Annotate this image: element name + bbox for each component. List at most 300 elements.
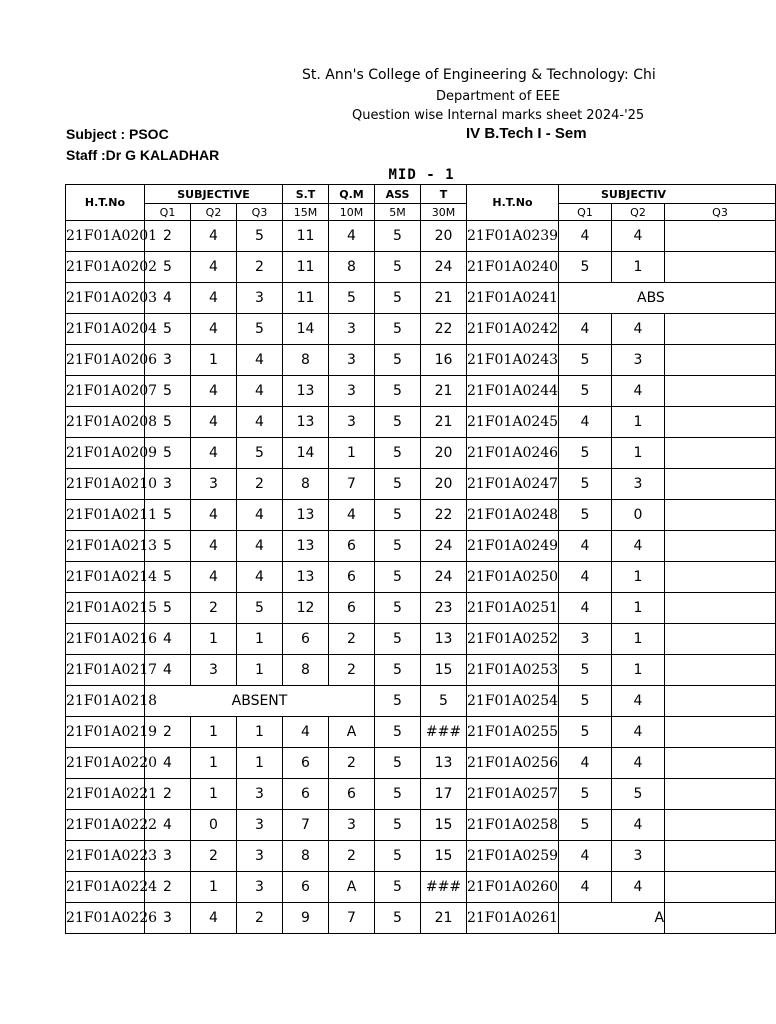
qm-cell: 8 [329, 252, 375, 283]
st-cell: 11 [283, 252, 329, 283]
q1-cell-right: 4 [559, 841, 612, 872]
htno-cell: 21F01A0224 [66, 872, 145, 903]
q2-cell: 1 [191, 872, 237, 903]
st-cell: 8 [283, 655, 329, 686]
htno-cell-right: 21F01A0249 [467, 531, 559, 562]
ass-cell: 5 [375, 438, 421, 469]
qm-cell: A [329, 717, 375, 748]
q2-cell-right: 4 [612, 314, 665, 345]
table-row [66, 376, 776, 407]
absent-cell-right: ABS [559, 283, 776, 314]
htno-cell: 21F01A0217 [66, 655, 145, 686]
ass-cell: 5 [375, 531, 421, 562]
q3-cell-right [665, 624, 776, 655]
htno-cell-right: 21F01A0257 [467, 779, 559, 810]
qm-cell: 6 [329, 779, 375, 810]
blank-cell [283, 166, 375, 185]
blank-cell [66, 166, 283, 185]
q2-cell: 4 [191, 903, 237, 934]
st-cell: 13 [283, 562, 329, 593]
col-st-max: 15M [283, 204, 329, 221]
q3-cell: 2 [237, 252, 283, 283]
q2-cell: 4 [191, 283, 237, 314]
htno-cell: 21F01A0208 [66, 407, 145, 438]
htno-cell: 21F01A0215 [66, 593, 145, 624]
table-row [66, 717, 776, 748]
q2-cell: 4 [191, 500, 237, 531]
total-cell: 21 [421, 283, 467, 314]
table-row [66, 686, 776, 717]
q1-cell: 4 [145, 624, 191, 655]
q3-cell: 4 [237, 531, 283, 562]
total-cell: 24 [421, 562, 467, 593]
q3-cell: 3 [237, 872, 283, 903]
htno-cell-right: 21F01A0252 [467, 624, 559, 655]
htno-cell-right: 21F01A0240 [467, 252, 559, 283]
st-cell: 13 [283, 376, 329, 407]
qm-cell: 2 [329, 748, 375, 779]
q2-cell-right: 4 [612, 531, 665, 562]
qm-cell: A [329, 872, 375, 903]
q2-cell: 4 [191, 562, 237, 593]
ass-cell: 5 [375, 407, 421, 438]
col-ass-max: 5M [375, 204, 421, 221]
ass-cell: 5 [375, 748, 421, 779]
ass-cell: 5 [375, 655, 421, 686]
col-qm-header: Q.M [329, 185, 375, 204]
q3-cell-right [665, 872, 776, 903]
q2-cell-right: 3 [612, 345, 665, 376]
col-q1-header-right: Q1 [559, 204, 612, 221]
q2-cell-right: 1 [612, 252, 665, 283]
q3-cell: 3 [237, 841, 283, 872]
q1-cell-right: 5 [559, 779, 612, 810]
htno-cell: 21F01A0219 [66, 717, 145, 748]
htno-cell-right: 21F01A0242 [467, 314, 559, 345]
q3-cell: 5 [237, 593, 283, 624]
q3-cell: 1 [237, 717, 283, 748]
htno-cell-right: 21F01A0260 [467, 872, 559, 903]
qm-cell: 7 [329, 469, 375, 500]
ass-cell: 5 [375, 283, 421, 314]
st-cell: 6 [283, 779, 329, 810]
q2-cell-right: 4 [612, 748, 665, 779]
table-row [66, 810, 776, 841]
q2-cell-right: 4 [612, 717, 665, 748]
q1-cell: 4 [145, 283, 191, 314]
ass-cell: 5 [375, 345, 421, 376]
q1-cell-right: 5 [559, 345, 612, 376]
q1-cell: 2 [145, 779, 191, 810]
htno-cell: 21F01A0222 [66, 810, 145, 841]
q3-cell-right [665, 655, 776, 686]
st-cell: 4 [283, 717, 329, 748]
q2-cell: 1 [191, 624, 237, 655]
col-ass-header: ASS [375, 185, 421, 204]
q3-cell-right [665, 748, 776, 779]
q3-cell-right [665, 252, 776, 283]
staff-label: Staff :Dr G KALADHAR [66, 147, 220, 163]
total-cell: 22 [421, 500, 467, 531]
st-cell: 6 [283, 872, 329, 903]
q1-cell-right: 5 [559, 655, 612, 686]
q2-cell: 4 [191, 531, 237, 562]
q3-cell-right [665, 221, 776, 252]
q3-cell: 2 [237, 469, 283, 500]
total-cell: 23 [421, 593, 467, 624]
q2-cell: 4 [191, 376, 237, 407]
q2-cell-right: 4 [612, 872, 665, 903]
total-cell: 13 [421, 748, 467, 779]
htno-cell-right: 21F01A0248 [467, 500, 559, 531]
total-cell: 22 [421, 314, 467, 345]
htno-cell: 21F01A0206 [66, 345, 145, 376]
q1-cell-right: 3 [559, 624, 612, 655]
total-cell: 13 [421, 624, 467, 655]
htno-cell: 21F01A0207 [66, 376, 145, 407]
total-cell: 15 [421, 841, 467, 872]
subject-label: Subject : PSOC [66, 126, 169, 142]
qm-cell: 6 [329, 531, 375, 562]
qm-cell: 3 [329, 407, 375, 438]
q2-cell: 4 [191, 407, 237, 438]
qm-cell: 5 [329, 283, 375, 314]
qm-cell: 2 [329, 841, 375, 872]
htno-cell: 21F01A0211 [66, 500, 145, 531]
ass-cell: 5 [375, 376, 421, 407]
semester-label: IV B.Tech I - Sem [466, 125, 587, 142]
q2-cell: 1 [191, 717, 237, 748]
table-row [66, 903, 776, 934]
htno-cell-right: 21F01A0250 [467, 562, 559, 593]
mid-label: MID - 1 [388, 167, 455, 183]
total-cell: 24 [421, 252, 467, 283]
q3-cell-right [665, 593, 776, 624]
qm-cell: 1 [329, 438, 375, 469]
department-title: Department of EEE [436, 89, 561, 104]
q2-cell: 0 [191, 810, 237, 841]
htno-cell-right: 21F01A0239 [467, 221, 559, 252]
q3-cell: 1 [237, 748, 283, 779]
col-st-header: S.T [283, 185, 329, 204]
q2-cell-right: 4 [612, 686, 665, 717]
q3-cell-right [665, 717, 776, 748]
htno-cell-right: 21F01A0241 [467, 283, 559, 314]
q3-cell-right [665, 562, 776, 593]
qm-cell: 3 [329, 376, 375, 407]
htno-cell: 21F01A0201 [66, 221, 145, 252]
table-row [66, 221, 776, 252]
table-row [66, 438, 776, 469]
q3-cell: 4 [237, 500, 283, 531]
total-cell: 16 [421, 345, 467, 376]
ass-cell: 5 [375, 903, 421, 934]
total-cell: 20 [421, 469, 467, 500]
q1-cell: 3 [145, 841, 191, 872]
total-cell: ### [421, 717, 467, 748]
q2-cell: 3 [191, 469, 237, 500]
ass-cell: 5 [375, 500, 421, 531]
q2-cell: 4 [191, 221, 237, 252]
st-cell: 11 [283, 283, 329, 314]
ass-cell: 5 [375, 469, 421, 500]
table-row [66, 562, 776, 593]
q3-cell: 5 [237, 314, 283, 345]
qm-cell: 4 [329, 221, 375, 252]
total-cell: 21 [421, 407, 467, 438]
q1-cell: 5 [145, 252, 191, 283]
q2-cell-right: 1 [612, 593, 665, 624]
q2-cell-right: 1 [612, 655, 665, 686]
table-row [66, 469, 776, 500]
total-cell: 20 [421, 438, 467, 469]
q1-cell: 3 [145, 903, 191, 934]
total-cell: 15 [421, 810, 467, 841]
htno-cell: 21F01A0210 [66, 469, 145, 500]
st-cell: 7 [283, 810, 329, 841]
q3-cell-right [665, 903, 776, 934]
q3-cell-right [665, 500, 776, 531]
q3-cell: 5 [237, 221, 283, 252]
col-htno-header-right: H.T.No [467, 185, 559, 221]
q1-cell: 3 [145, 469, 191, 500]
q1-cell-right: 4 [559, 872, 612, 903]
q1-cell-right: 4 [559, 748, 612, 779]
q3-cell: 2 [237, 903, 283, 934]
qm-cell: 6 [329, 562, 375, 593]
col-htno-header: H.T.No [66, 185, 145, 221]
q2-cell: 4 [191, 314, 237, 345]
col-subjective-header-right: SUBJECTIV [559, 185, 776, 204]
htno-cell: 21F01A0216 [66, 624, 145, 655]
q1-cell-right: 5 [559, 717, 612, 748]
q3-cell: 1 [237, 655, 283, 686]
q3-cell: 3 [237, 283, 283, 314]
st-cell: 12 [283, 593, 329, 624]
q1-cell-right: 5 [559, 686, 612, 717]
table-row [66, 748, 776, 779]
total-cell: 17 [421, 779, 467, 810]
table-row [66, 624, 776, 655]
q2-cell: 2 [191, 841, 237, 872]
total-cell: 5 [421, 686, 467, 717]
st-cell: 14 [283, 314, 329, 345]
q1-cell-right: 4 [559, 562, 612, 593]
htno-cell-right: 21F01A0247 [467, 469, 559, 500]
q1-cell-right: 4 [559, 221, 612, 252]
q1-cell: 5 [145, 500, 191, 531]
q1-cell: 5 [145, 314, 191, 345]
table-row [66, 252, 776, 283]
ass-cell: 5 [375, 593, 421, 624]
htno-cell: 21F01A0213 [66, 531, 145, 562]
ass-cell: 5 [375, 872, 421, 903]
st-cell: 8 [283, 345, 329, 376]
q3-cell: 4 [237, 407, 283, 438]
table-row [66, 655, 776, 686]
q3-cell-right [665, 438, 776, 469]
table-row [66, 872, 776, 903]
ass-cell: 5 [375, 562, 421, 593]
ass-cell: 5 [375, 779, 421, 810]
col-q3-header-right: Q3 [665, 204, 776, 221]
htno-cell-right: 21F01A0254 [467, 686, 559, 717]
st-cell: 9 [283, 903, 329, 934]
total-cell: 20 [421, 221, 467, 252]
ass-cell: 5 [375, 314, 421, 345]
q1-cell-right: 4 [559, 314, 612, 345]
htno-cell: 21F01A0220 [66, 748, 145, 779]
htno-cell-right: 21F01A0245 [467, 407, 559, 438]
sheet-title: Question wise Internal marks sheet 2024-'25 [352, 108, 645, 123]
marks-table [65, 166, 776, 934]
q3-cell-right [665, 686, 776, 717]
q3-cell: 5 [237, 438, 283, 469]
htno-cell-right: 21F01A0253 [467, 655, 559, 686]
q1-cell: 4 [145, 748, 191, 779]
col-q1-header: Q1 [145, 204, 191, 221]
q3-cell-right [665, 314, 776, 345]
q1-cell-right: 5 [559, 438, 612, 469]
q2-cell-right: 5 [612, 779, 665, 810]
q2-cell-right: 4 [612, 810, 665, 841]
q2-cell-right: 1 [612, 438, 665, 469]
q1-cell: 5 [145, 407, 191, 438]
htno-cell-right: 21F01A0251 [467, 593, 559, 624]
q1-cell: 2 [145, 221, 191, 252]
q2-cell-right: 1 [612, 562, 665, 593]
q2-cell-right: 1 [612, 407, 665, 438]
qm-cell: 3 [329, 314, 375, 345]
ass-cell: 5 [375, 624, 421, 655]
htno-cell-right: 21F01A0255 [467, 717, 559, 748]
st-cell: 8 [283, 841, 329, 872]
st-cell: 13 [283, 531, 329, 562]
q3-cell-right [665, 779, 776, 810]
col-t-max: 30M [421, 204, 467, 221]
q2-cell: 1 [191, 748, 237, 779]
q3-cell-right [665, 841, 776, 872]
q3-cell-right [665, 376, 776, 407]
q2-cell-right: 1 [612, 624, 665, 655]
col-q2-header: Q2 [191, 204, 237, 221]
htno-cell: 21F01A0203 [66, 283, 145, 314]
st-cell: 11 [283, 221, 329, 252]
htno-cell-right: 21F01A0258 [467, 810, 559, 841]
htno-cell-right: 21F01A0246 [467, 438, 559, 469]
htno-cell: 21F01A0204 [66, 314, 145, 345]
table-row [66, 531, 776, 562]
q3-cell: 4 [237, 345, 283, 376]
q2-cell-right: 3 [612, 469, 665, 500]
st-cell: 6 [283, 748, 329, 779]
col-q3-header: Q3 [237, 204, 283, 221]
htno-cell: 21F01A0202 [66, 252, 145, 283]
table-row [66, 345, 776, 376]
ass-cell: 5 [375, 252, 421, 283]
q2-cell: 2 [191, 593, 237, 624]
q1-cell-right: 4 [559, 593, 612, 624]
q1-cell: 5 [145, 376, 191, 407]
q3-cell: 4 [237, 562, 283, 593]
qm-cell: 7 [329, 903, 375, 934]
q1-cell-right: 5 [559, 469, 612, 500]
q2-cell: 4 [191, 438, 237, 469]
q1-cell-right: 5 [559, 500, 612, 531]
q1-cell-right: 5 [559, 810, 612, 841]
ass-cell: 5 [375, 221, 421, 252]
htno-cell: 21F01A0209 [66, 438, 145, 469]
q3-cell: 1 [237, 624, 283, 655]
htno-cell-right: 21F01A0261 [467, 903, 559, 934]
q3-cell: 4 [237, 376, 283, 407]
q2-cell: 1 [191, 779, 237, 810]
table-row [66, 314, 776, 345]
q1-cell: 5 [145, 531, 191, 562]
q2-cell: 4 [191, 252, 237, 283]
q2-cell: 1 [191, 345, 237, 376]
qm-cell: 4 [329, 500, 375, 531]
table-row [66, 779, 776, 810]
blank-cell [612, 166, 776, 185]
st-cell: 6 [283, 624, 329, 655]
q3-cell: 3 [237, 779, 283, 810]
ass-cell: 5 [375, 686, 421, 717]
table-row [66, 500, 776, 531]
st-cell: 14 [283, 438, 329, 469]
q3-cell-right [665, 469, 776, 500]
absent-cell: ABSENT [145, 686, 375, 717]
table-row [66, 841, 776, 872]
marks-table-viewport [65, 166, 728, 936]
qm-cell: 6 [329, 593, 375, 624]
q3-cell: 3 [237, 810, 283, 841]
q2-cell-right: 4 [612, 221, 665, 252]
ass-cell: 5 [375, 717, 421, 748]
col-q2-header-right: Q2 [612, 204, 665, 221]
q2-cell: 3 [191, 655, 237, 686]
q1-cell: 5 [145, 562, 191, 593]
htno-cell-right: 21F01A0259 [467, 841, 559, 872]
absent-cell-right: A [559, 903, 665, 934]
q3-cell-right [665, 810, 776, 841]
htno-cell: 21F01A0226 [66, 903, 145, 934]
table-row [66, 593, 776, 624]
q1-cell-right: 5 [559, 376, 612, 407]
table-row [66, 407, 776, 438]
st-cell: 13 [283, 407, 329, 438]
htno-cell-right: 21F01A0243 [467, 345, 559, 376]
q1-cell-right: 5 [559, 252, 612, 283]
qm-cell: 2 [329, 624, 375, 655]
table-row [66, 283, 776, 314]
st-cell: 13 [283, 500, 329, 531]
qm-cell: 3 [329, 345, 375, 376]
htno-cell-right: 21F01A0244 [467, 376, 559, 407]
q1-cell: 2 [145, 717, 191, 748]
htno-cell: 21F01A0214 [66, 562, 145, 593]
total-cell: 15 [421, 655, 467, 686]
q3-cell-right [665, 345, 776, 376]
col-qm-max: 10M [329, 204, 375, 221]
qm-cell: 3 [329, 810, 375, 841]
col-t-header: T [421, 185, 467, 204]
q3-cell-right [665, 407, 776, 438]
total-cell: 21 [421, 376, 467, 407]
q2-cell-right: 3 [612, 841, 665, 872]
ass-cell: 5 [375, 810, 421, 841]
q2-cell-right: 4 [612, 376, 665, 407]
